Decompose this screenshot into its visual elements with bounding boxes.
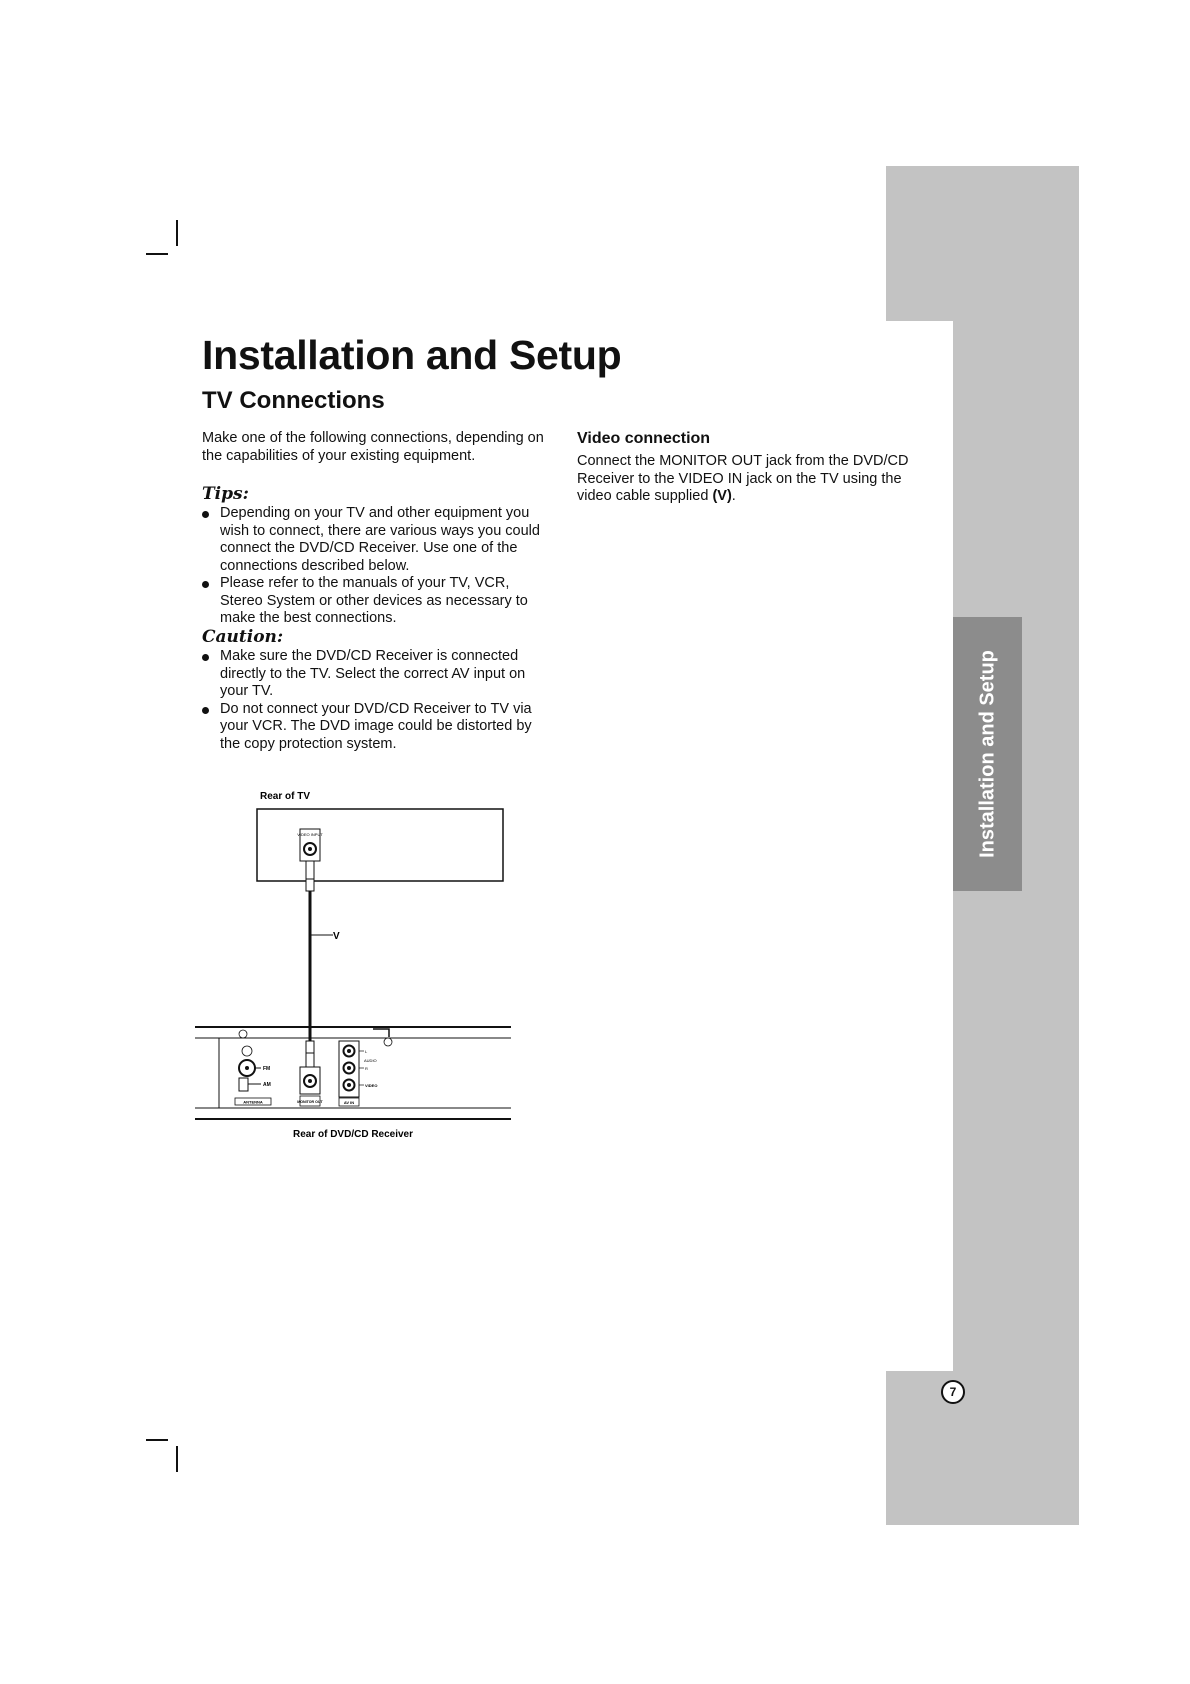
antenna-label: ANTENNA: [243, 1099, 263, 1105]
cable-plug-top: [306, 861, 314, 879]
caution-list: [202, 648, 547, 753]
crop-mark-top-vertical: [176, 220, 178, 246]
audio-r-label: R: [365, 1066, 368, 1071]
tv-rear-panel: [257, 809, 503, 881]
video-in-jack-pin: [347, 1083, 351, 1087]
section-tab-text: Installation and Setup: [976, 650, 998, 858]
crop-mark-bottom-vertical: [176, 1446, 178, 1472]
video-connection-heading: Video connection: [577, 430, 711, 447]
list-item: [202, 701, 547, 754]
crop-mark-bottom-horizontal: [146, 1439, 168, 1441]
rear-tv-label: Rear of TV: [260, 791, 311, 802]
cable-plug-bottom: [306, 1053, 314, 1067]
audio-r-jack-pin: [347, 1066, 351, 1070]
fm-label: FM: [263, 1066, 271, 1072]
intro-paragraph: Make one of the following connections, depending on the capabilities of your existing equipment.: [202, 430, 544, 464]
section-subtitle: TV Connections: [202, 387, 385, 414]
tv-video-jack-pin: [308, 847, 312, 851]
video-connection-paragraph: [577, 453, 922, 506]
list-item: [202, 648, 547, 701]
section-tab-label: [953, 617, 1022, 891]
am-label: AM: [263, 1082, 271, 1088]
page-number: 7: [941, 1380, 965, 1404]
connection-diagram: [195, 785, 517, 1145]
list-item: [202, 505, 547, 575]
rear-receiver-label: Rear of DVD/CD Receiver: [292, 1129, 414, 1140]
sentence-end: .: [731, 488, 736, 504]
av-in-label: AV IN: [343, 1100, 355, 1105]
list-item-text: Please refer to the manuals of your TV, VCR, Stereo System or other devices as necessary to make the best connections.: [220, 575, 528, 626]
audio-label: AUDIO: [364, 1058, 377, 1063]
fm-antenna-jack-pin: [245, 1066, 249, 1070]
cable-label: V: [333, 931, 340, 942]
bullet-icon: [202, 511, 209, 518]
cable-plug-bottom-boot: [306, 1041, 314, 1053]
bullet-icon: [202, 654, 209, 661]
cable-plug-top-boot: [306, 879, 314, 891]
monitor-out-jack-pin: [308, 1079, 312, 1083]
am-antenna-terminal: [239, 1078, 248, 1091]
audio-l-jack-pin: [347, 1049, 351, 1053]
caution-heading: Caution:: [202, 627, 284, 647]
crop-mark-top-horizontal: [146, 253, 168, 255]
fm-symbol-icon: [242, 1046, 252, 1056]
list-item-text: Make sure the DVD/CD Receiver is connected directly to the TV. Select the correct AV input on your TV.: [220, 648, 526, 699]
video-label: VIDEO: [365, 1083, 378, 1088]
cable-reference: (V): [712, 488, 732, 504]
tips-heading: Tips:: [202, 484, 249, 504]
av-panel-bracket: [373, 1029, 389, 1037]
monitor-out-label: MONITOR OUT: [297, 1100, 323, 1104]
bullet-icon: [202, 707, 209, 714]
list-item: [202, 575, 547, 628]
list-item-text: Depending on your TV and other equipment you wish to connect, there are various ways you could connect the DVD/CD Receiver. Use one of the connections described below.: [220, 505, 540, 574]
tips-list: [202, 505, 547, 628]
bullet-icon: [202, 581, 209, 588]
side-band-bottom: [886, 1371, 1079, 1525]
list-item-text: Do not connect your DVD/CD Receiver to TV via your VCR. The DVD image could be distorted by the copy protection system.: [220, 700, 532, 752]
av-symbol-icon: [384, 1038, 392, 1046]
video-connection-text: Connect the MONITOR OUT jack from the DVD/CD Receiver to the VIDEO IN jack on the TV using the video cable supplied: [577, 453, 909, 504]
audio-l-label: L: [365, 1049, 368, 1054]
antenna-symbol-icon: [239, 1030, 247, 1038]
side-band-top: [886, 166, 1079, 321]
tv-jack-label: VIDEO INPUT: [297, 832, 323, 837]
page-title: Installation and Setup: [202, 332, 622, 378]
